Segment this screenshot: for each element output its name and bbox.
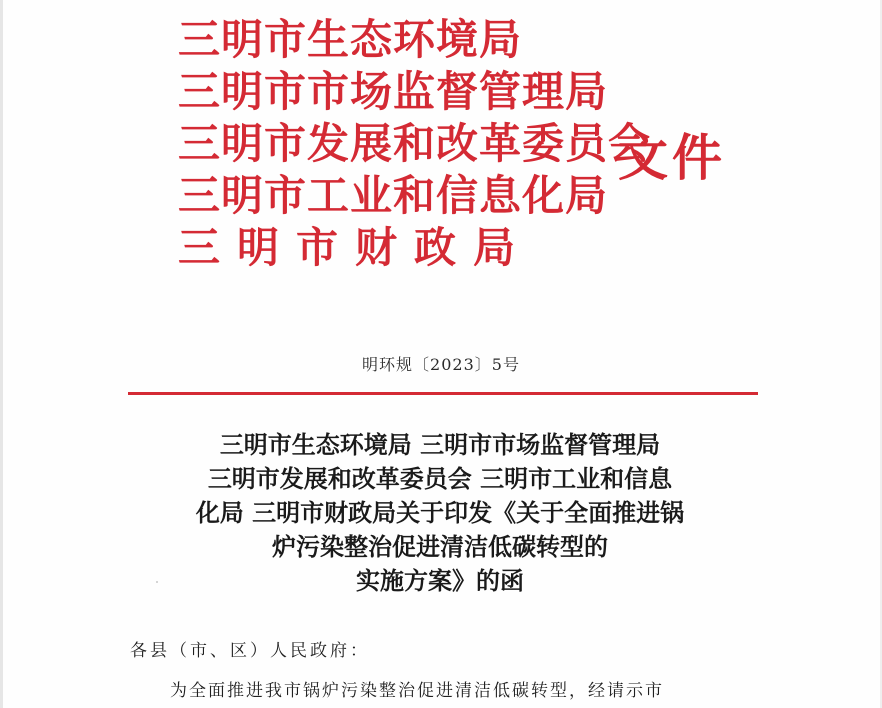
salutation: 各县（市、区）人民政府：: [130, 641, 370, 661]
document-number: 明环规〔2023〕5号: [362, 355, 520, 374]
issuer-line: 三明市市场监督管理局: [178, 67, 609, 116]
title-line: 炉污染整治促进清洁低碳转型的: [272, 532, 608, 561]
issuer-line: 三明市财政局: [178, 223, 533, 272]
title-line: 三明市发展和改革委员会 三明市工业和信息: [207, 464, 673, 493]
title-line: 实施方案》的函: [356, 566, 524, 595]
title-line: 三明市生态环境局 三明市市场监督管理局: [219, 430, 661, 459]
scan-speck: [156, 581, 158, 583]
title-line: 化局 三明市财政局关于印发《关于全面推进锅: [195, 498, 685, 527]
issuer-line: 三明市工业和信息化局: [178, 171, 609, 220]
red-divider-line: [128, 392, 758, 395]
document-title: [120, 428, 760, 598]
issuer-line: 三明市发展和改革委员会: [178, 119, 652, 168]
body-paragraph: 为全面推进我市锅炉污染整治促进清洁低碳转型，经请示市: [170, 681, 664, 701]
issuer-line: 三明市生态环境局: [178, 15, 523, 64]
issuer-header: [178, 14, 652, 274]
header-suffix: 文件: [618, 128, 726, 187]
